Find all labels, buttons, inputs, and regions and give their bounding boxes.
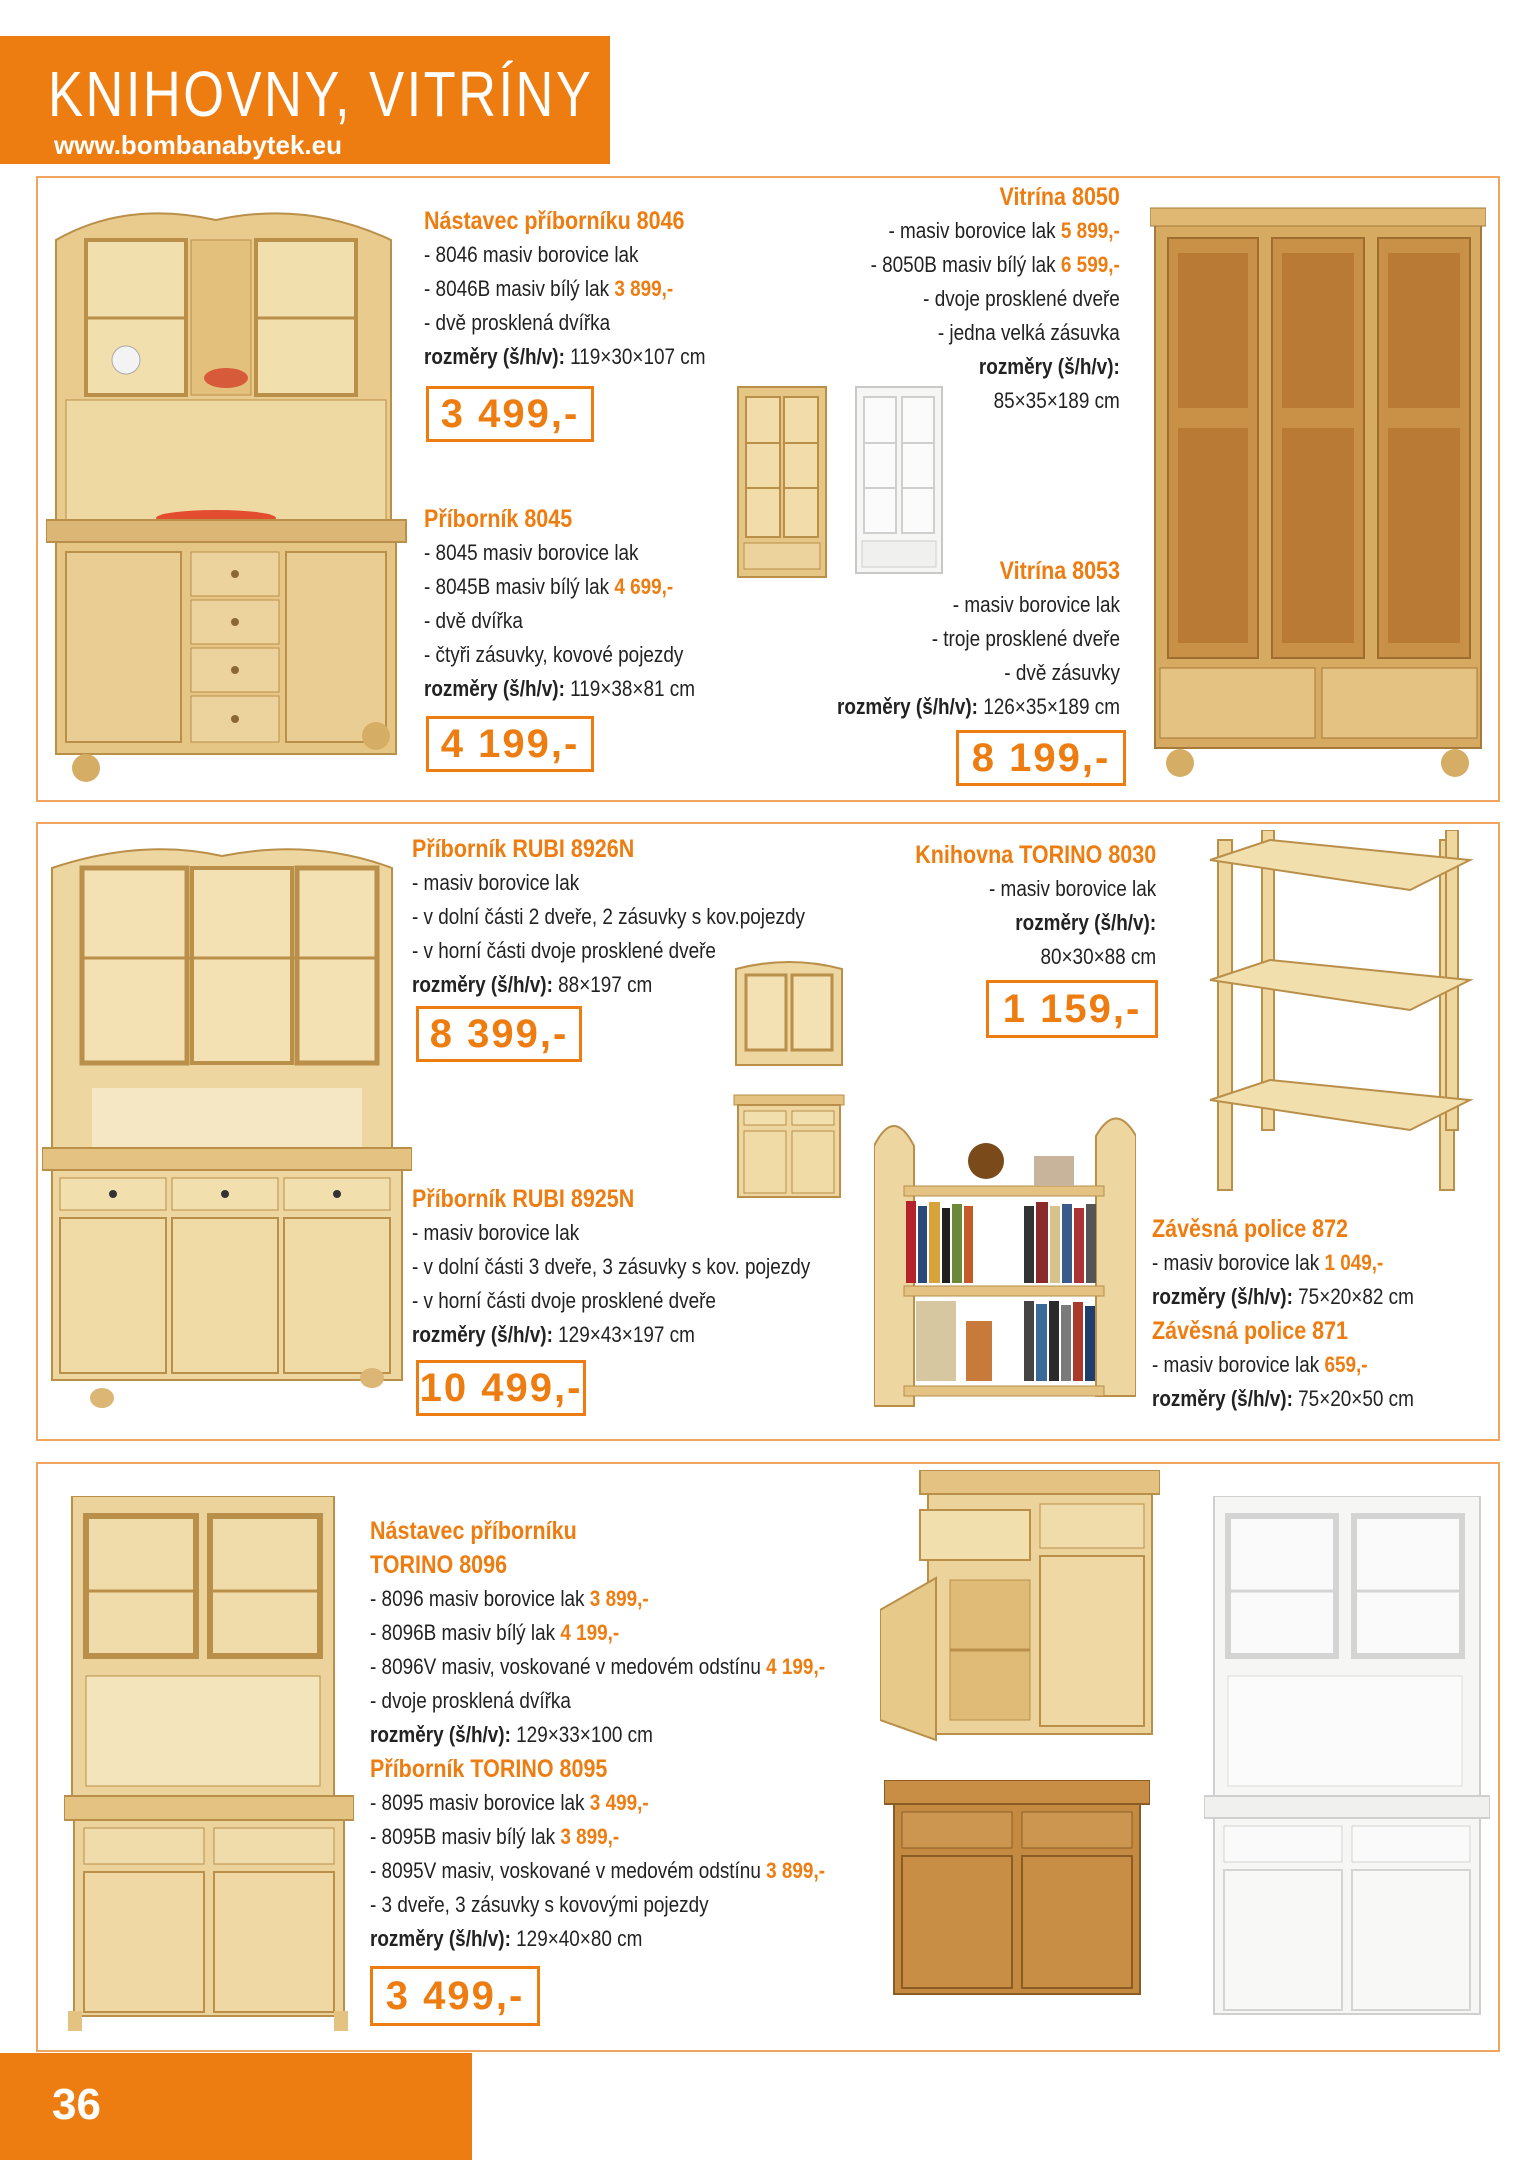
spec-line: - masiv borovice lak [412, 870, 580, 895]
dimensions-line [424, 340, 706, 374]
knihovna-torino-8030-image [1190, 830, 1480, 1200]
spec-line [370, 1650, 825, 1684]
product-title: Příborník 8045 [424, 505, 573, 533]
variant-price: 5 899,- [1061, 218, 1120, 243]
price-box-torino-8030: 1 159,- [986, 980, 1158, 1038]
product-rubi-8925n-block [412, 1182, 810, 1352]
dimensions-value: 88×197 cm [552, 972, 653, 997]
product-title: Knihovna TORINO 8030 [915, 841, 1156, 869]
priborník-8095v-honey-image [884, 1780, 1150, 2006]
spec-line [1152, 1246, 1414, 1280]
product-8053-block [837, 554, 1120, 724]
spec-line: - v dolní části 3 dveře, 3 zásuvky s kov. pojezdy [412, 1254, 811, 1279]
spec-line: - troje prosklené dveře [931, 626, 1120, 651]
product-title: Vitrína 8050 [999, 183, 1120, 211]
spec-line: - dvoje prosklená dvířka [370, 1688, 571, 1713]
spec-text: - 8096 masiv borovice lak [370, 1586, 590, 1611]
spec-line: - dvoje prosklené dveře [923, 286, 1120, 311]
spec-text: - 8095 masiv borovice lak [370, 1790, 590, 1815]
spec-line: - dvě zásuvky [1004, 660, 1120, 685]
variant-price: 4 699,- [614, 574, 674, 599]
dimensions-value: 119×30×107 cm [564, 344, 706, 369]
dimensions-value: 75×20×82 cm [1292, 1284, 1414, 1309]
product-torino-8096-8095-block [370, 1514, 825, 1956]
spec-line [370, 1820, 825, 1854]
product-police-block [1152, 1212, 1414, 1416]
dimensions-value: 129×43×197 cm [552, 1322, 695, 1347]
dimensions-label: rozměry (š/h/v): [370, 1722, 511, 1747]
variant-price: 3 899,- [766, 1858, 826, 1883]
product-title: Nástavec příborníku 8046 [424, 207, 685, 235]
spec-line: - 8046 masiv borovice lak [424, 242, 639, 267]
hutch-8046-with-sideboard-8045-image [46, 200, 416, 790]
dimensions-line [1152, 1382, 1414, 1416]
spec-text: - masiv borovice lak [888, 218, 1062, 243]
product-title: Závěsná police 871 [1152, 1317, 1348, 1345]
dimensions-value: 85×35×189 cm [993, 388, 1120, 413]
website-url[interactable]: www.bombanabytek.eu [54, 130, 342, 160]
product-8050-block [871, 180, 1120, 418]
variant-price: 3 899,- [614, 276, 674, 301]
dimensions-label: rozměry (š/h/v): [1152, 1284, 1293, 1309]
spec-line: - v dolní části 2 dveře, 2 zásuvky s kov.pojezdy [412, 904, 805, 929]
spec-line: - jedna velká zásuvka [938, 320, 1120, 345]
dimensions-label: rozměry (š/h/v): [1015, 910, 1156, 935]
product-title: Nástavec příborníku [370, 1517, 577, 1545]
dimensions-label: rozměry (š/h/v): [1152, 1386, 1293, 1411]
spec-line [424, 570, 695, 604]
dimensions-line [424, 672, 695, 706]
spec-line [871, 214, 1120, 248]
spec-line [370, 1582, 825, 1616]
spec-text: - 8045B masiv bílý lak [424, 574, 615, 599]
dimensions-label: rozměry (š/h/v): [424, 676, 565, 701]
variant-price: 3 899,- [589, 1586, 649, 1611]
dimensions-label: rozměry (š/h/v): [979, 354, 1120, 379]
spec-line: - masiv borovice lak [988, 876, 1156, 901]
product-title: Příborník RUBI 8925N [412, 1185, 635, 1213]
spec-text: - masiv borovice lak [1152, 1352, 1325, 1377]
product-rubi-8926n-block [412, 832, 805, 1002]
vitrina-8050-pine-image [734, 383, 830, 583]
dimensions-line [1152, 1280, 1414, 1314]
dimensions-value: 129×40×80 cm [510, 1926, 643, 1951]
spec-line [424, 272, 706, 306]
dimensions-label: rozměry (š/h/v): [424, 344, 565, 369]
dimensions-value: 129×33×100 cm [510, 1722, 653, 1747]
priborník-8095-open-image [880, 1470, 1160, 1750]
page-title: KNIHOVNY, VITRÍNY [48, 58, 594, 130]
spec-text: - 8046B masiv bílý lak [424, 276, 615, 301]
dimensions-value: 119×38×81 cm [564, 676, 695, 701]
product-title: TORINO 8096 [370, 1551, 508, 1579]
product-title: Vitrína 8053 [999, 557, 1120, 585]
price-box-torino-8095: 3 499,- [370, 1966, 540, 2026]
product-price: 1 049,- [1324, 1250, 1384, 1275]
page-number: 36 [52, 2080, 101, 2129]
variant-price: 3 899,- [560, 1824, 620, 1849]
spec-line [370, 1616, 825, 1650]
product-8046-block [424, 204, 706, 374]
dimensions-line [412, 1318, 810, 1352]
spec-line: - v horní části dvoje prosklené dveře [412, 938, 716, 963]
spec-text: - 8095V masiv, voskované v medovém odstínu [370, 1858, 767, 1883]
price-box-8053: 8 199,- [956, 730, 1126, 786]
spec-line: - v horní části dvoje prosklené dveře [412, 1288, 716, 1313]
product-torino-8030-block [915, 838, 1156, 974]
variant-price: 3 499,- [589, 1790, 649, 1815]
price-box-8046: 3 499,- [426, 386, 594, 442]
dimensions-value: 80×30×88 cm [1040, 944, 1156, 969]
price-box-8045: 4 199,- [426, 716, 594, 772]
spec-line: - 3 dveře, 3 zásuvky s kovovými pojezdy [370, 1892, 709, 1917]
product-title: Příborník TORINO 8095 [370, 1755, 608, 1783]
spec-text: - 8050B masiv bílý lak [870, 252, 1062, 277]
spec-line: - masiv borovice lak [412, 1220, 580, 1245]
spec-line: - čtyři zásuvky, kovové pojezdy [424, 642, 684, 667]
nastavec-8096b-white-image [1204, 1496, 1490, 2036]
spec-text: - 8096B masiv bílý lak [370, 1620, 561, 1645]
spec-line: - masiv borovice lak [952, 592, 1120, 617]
dimensions-value: 126×35×189 cm [977, 694, 1120, 719]
product-title: Závěsná police 872 [1152, 1215, 1348, 1243]
priborník-torino-8095-with-nastavec-8096-image [64, 1496, 354, 2036]
spec-line: - 8045 masiv borovice lak [424, 540, 639, 565]
priborník-rubi-8925n-image [42, 838, 412, 1413]
dimensions-line [412, 968, 805, 1002]
variant-price: 6 599,- [1061, 252, 1120, 277]
product-price: 659,- [1324, 1352, 1368, 1377]
price-box-rubi-8925n: 10 499,- [416, 1360, 586, 1416]
dimensions-line [370, 1718, 825, 1752]
dimensions-label: rozměry (š/h/v): [837, 694, 978, 719]
dimensions-label: rozměry (š/h/v): [412, 972, 553, 997]
spec-line: - dvě prosklená dvířka [424, 310, 611, 335]
spec-text: - 8096V masiv, voskované v medovém odstínu [370, 1654, 767, 1679]
dimensions-label: rozměry (š/h/v): [370, 1926, 511, 1951]
zavesna-police-872-image [874, 1106, 1136, 1426]
spec-line [1152, 1348, 1414, 1382]
spec-line [370, 1786, 825, 1820]
spec-line [871, 248, 1120, 282]
product-8045-block [424, 502, 695, 706]
spec-line: - dvě dvířka [424, 608, 523, 633]
spec-line [370, 1854, 825, 1888]
dimensions-value: 75×20×50 cm [1292, 1386, 1414, 1411]
variant-price: 4 199,- [560, 1620, 620, 1645]
variant-price: 4 199,- [766, 1654, 826, 1679]
spec-text: - 8095B masiv bílý lak [370, 1824, 561, 1849]
dimensions-line [370, 1922, 825, 1956]
dimensions-line [837, 690, 1120, 724]
price-box-rubi-8926n: 8 399,- [416, 1006, 582, 1062]
spec-text: - masiv borovice lak [1152, 1250, 1325, 1275]
product-title: Příborník RUBI 8926N [412, 835, 635, 863]
dimensions-label: rozměry (š/h/v): [412, 1322, 553, 1347]
vitrina-8053-image [1150, 198, 1486, 788]
